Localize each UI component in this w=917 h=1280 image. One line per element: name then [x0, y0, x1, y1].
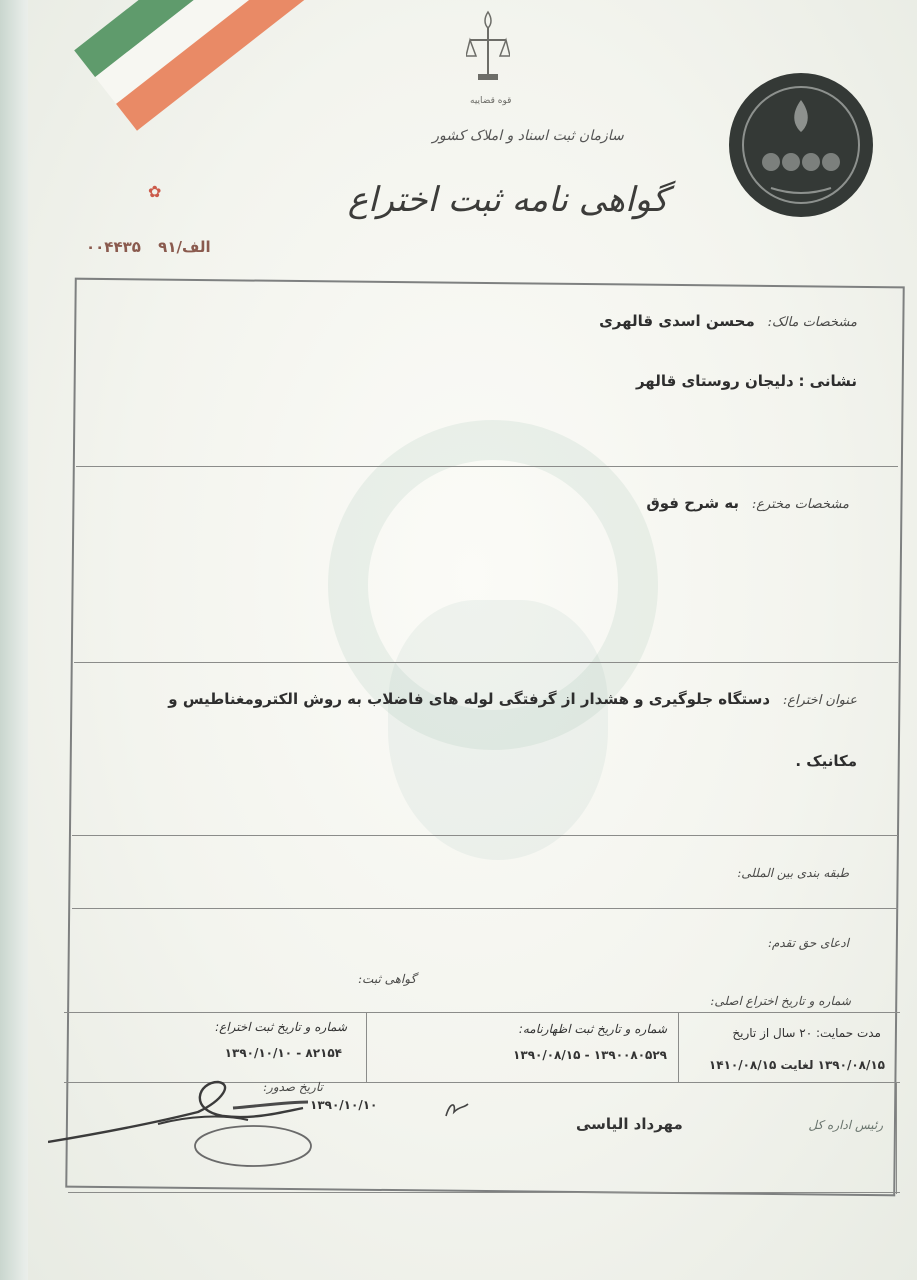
logo-caption: قوه قضاییه	[470, 96, 512, 106]
organization-name: سازمان ثبت اسناد و املاک کشور	[432, 128, 624, 144]
serial-prefix: الف/۹۱	[158, 238, 211, 256]
invention-title-line1: دستگاه جلوگیری و هشدار از گرفتگی لوله های فاضلاب به روش الکترومغناطیس و	[168, 690, 771, 708]
official-name: مهرداد الیاسی	[576, 1115, 683, 1133]
table-col3-value: ۱۳۹۰/۰۸/۱۵ لغایت ۱۴۱۰/۰۸/۱۵	[708, 1058, 885, 1072]
table-divider	[678, 1012, 679, 1082]
priority-label: ادعای حق تقدم:	[767, 936, 849, 950]
owner-label: مشخصات مالک:	[767, 315, 857, 330]
issue-date: ۱۳۹۰/۱۰/۱۰	[310, 1098, 378, 1112]
flag-emblem-icon: ✿	[148, 182, 162, 201]
table-col1-label: شماره و تاریخ ثبت اختراع:	[215, 1020, 347, 1034]
iran-flag-corner	[28, 0, 432, 145]
serial-digits: ۰۰۴۴۳۵	[86, 238, 141, 256]
table-col1-value: ۸۲۱۵۴ - ۱۳۹۰/۱۰/۱۰	[224, 1046, 342, 1060]
owner-name: محسن اسدی قالهری	[599, 312, 755, 330]
official-seal	[726, 70, 876, 220]
document-title: گواهی نامه ثبت اختراع	[347, 180, 669, 220]
frame-bottom-edge	[68, 1192, 900, 1193]
owner-row	[599, 312, 857, 330]
invention-label: عنوان اختراع:	[782, 693, 857, 708]
inventor-label: مشخصات مخترع:	[751, 497, 849, 512]
frame-right-edge	[896, 1082, 897, 1194]
address-label: نشانی :	[798, 372, 857, 390]
table-top-border	[64, 1012, 900, 1013]
invention-row	[168, 690, 857, 708]
main-patent-label: شماره و تاریخ اختراع اصلی:	[710, 994, 851, 1008]
scales-of-justice-icon	[466, 4, 510, 100]
inventor-value: به شرح فوق	[646, 494, 740, 512]
classification-label: طبقه بندی بین المللی:	[737, 866, 849, 880]
issue-date-label: تاریخ صدور:	[263, 1080, 323, 1094]
handwritten-signature	[48, 1072, 348, 1182]
table-col2-label: شماره و تاریخ ثبت اظهارنامه:	[518, 1022, 667, 1036]
initials-signature	[442, 1098, 472, 1122]
table-divider	[366, 1012, 367, 1082]
address-value: دلیجان روستای قالهر	[635, 372, 794, 390]
invention-title-line2: مکانیک .	[795, 752, 857, 770]
divider	[76, 466, 898, 467]
divider	[72, 835, 898, 836]
invention-row-2	[795, 752, 857, 770]
divider	[72, 908, 898, 909]
table-col2-value: ۱۳۹۰۰۸۰۵۲۹ - ۱۳۹۰/۰۸/۱۵	[513, 1048, 667, 1062]
certificate-paper	[28, 0, 917, 1280]
serial-number	[86, 238, 211, 256]
cert-label: گواهی ثبت:	[358, 972, 417, 986]
inventor-row	[646, 494, 849, 512]
official-title: رئیس اداره کل	[808, 1118, 883, 1132]
divider	[74, 662, 898, 663]
table-col3-label: مدت حمایت: ۲۰ سال از تاریخ	[732, 1026, 881, 1040]
address-row	[636, 372, 857, 390]
